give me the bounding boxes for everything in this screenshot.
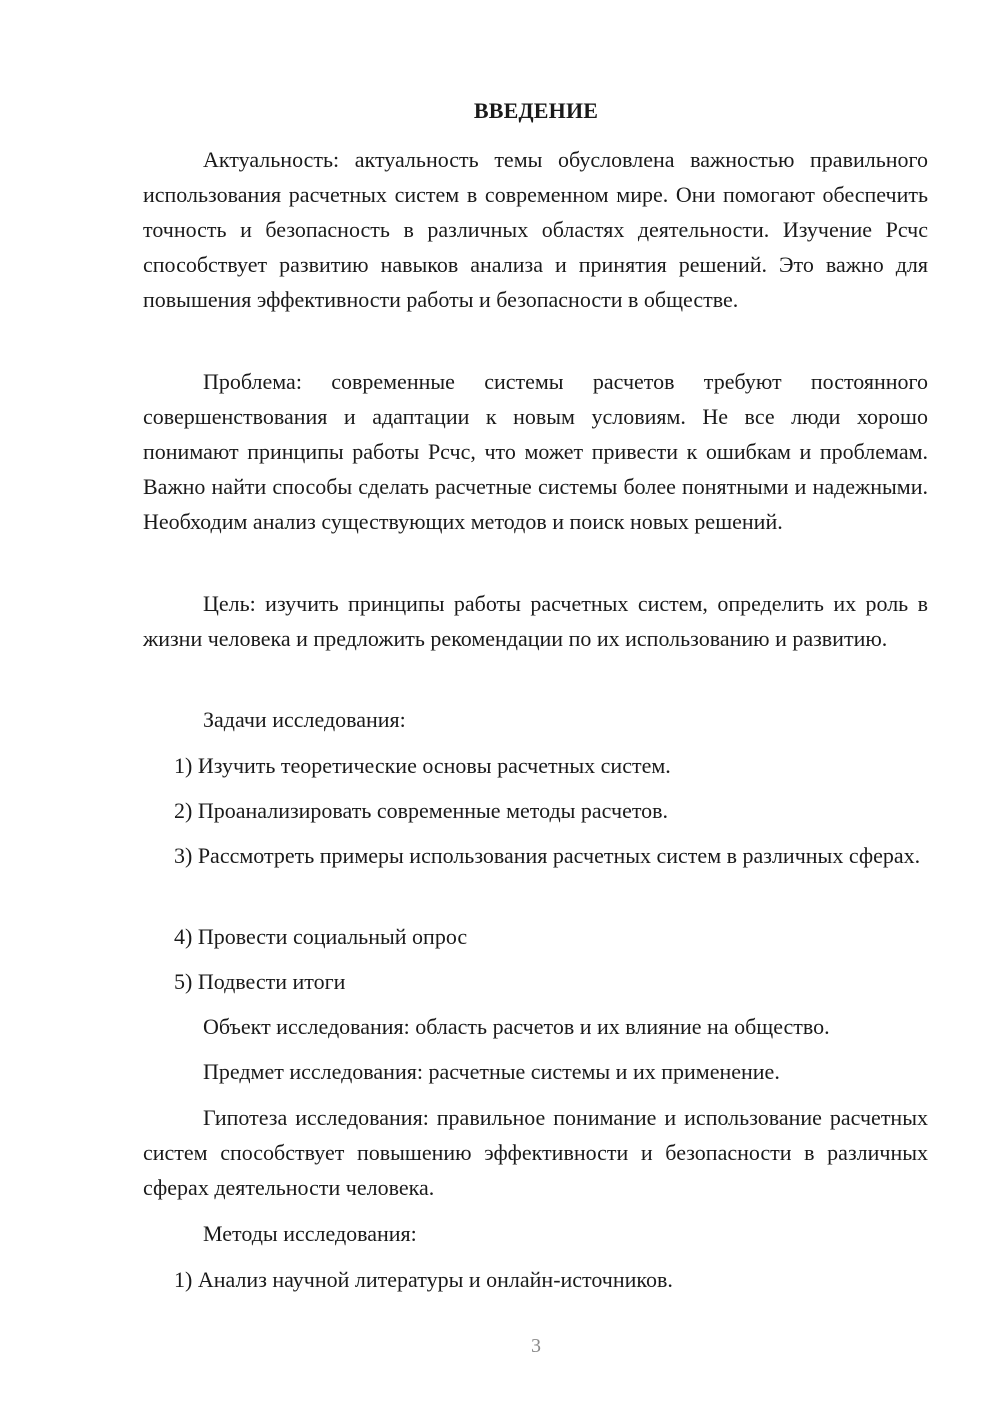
relevance-paragraph: Актуальность: актуальность темы обусловлена важностью правильного использования расчетных систем в современном мире. Они помогают обеспечить точность и безопасность в различных областях деятельности. Изучение Рсчс способствует развитию навыков анализа и принятия решений. Это важно для повышения эффективности работы и безопасности в обществе. [143,147,928,312]
problem-block [143,364,928,539]
section-heading: ВВЕДЕНИЕ [473,98,599,123]
hypothesis-block [143,1100,928,1205]
methods-title: Методы исследования: [203,1221,417,1246]
research-hypothesis: Гипотеза исследования: правильное понимание и использование расчетных систем способствует повышению эффективности и безопасности в различных сферах деятельности человека. [143,1105,928,1200]
task-1-block [143,748,928,783]
subject-block [143,1054,928,1089]
task-item-2: 2) Проанализировать современные методы расчетов. [174,798,669,823]
object-block [143,1009,928,1044]
research-object: Объект исследования: область расчетов и их влияние на общество. [203,1014,830,1039]
method-item-1: 1) Анализ научной литературы и онлайн-источников. [174,1267,673,1292]
task-item-5: 5) Подвести итоги [174,969,346,994]
task-5-block [143,964,928,999]
method-1-block [143,1262,928,1297]
task-item-3: 3) Рассмотреть примеры использования расчетных систем в различных сферах. [174,843,921,868]
task-item-4: 4) Провести социальный опрос [174,924,468,949]
task-item-1: 1) Изучить теоретические основы расчетных систем. [174,753,671,778]
tasks-title: Задачи исследования: [203,707,406,732]
methods-title-block [143,1216,928,1251]
task-2-block [143,793,928,828]
tasks-title-block [143,702,928,737]
relevance-block [143,142,928,317]
task-3-block [143,838,928,873]
page-number: 3 [531,1335,541,1357]
goal-block [143,586,928,656]
research-subject: Предмет исследования: расчетные системы и их применение. [203,1059,780,1084]
problem-paragraph: Проблема: современные системы расчетов требуют постоянного совершенствования и адаптации к новым условиям. Не все люди хорошо понимают принципы работы Рсчс, что может привести к ошибкам и проблемам. Важно найти способы сделать расчетные системы более понятными и надежными. Необходим анализ существующих методов и поиск новых решений. [143,369,928,534]
goal-paragraph: Цель: изучить принципы работы расчетных систем, определить их роль в жизни человека и предложить рекомендации по их использованию и развитию. [143,591,928,651]
task-4-block [143,919,928,954]
